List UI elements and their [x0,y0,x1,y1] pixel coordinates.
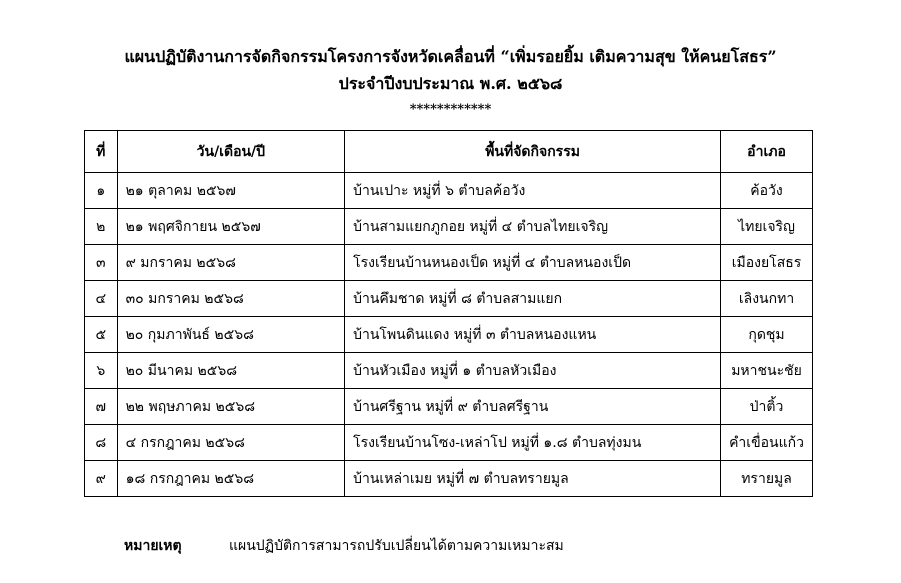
cell-district: ไทยเจริญ [721,209,813,245]
cell-area: บ้านเหล่าเมย หมู่ที่ ๗ ตำบลทรายมูล [345,461,721,497]
cell-no: ๕ [85,317,118,353]
title-separator: ************ [409,102,492,117]
cell-no: ๙ [85,461,118,497]
cell-district: เมืองยโสธร [721,245,813,281]
cell-area: บ้านคึมชาด หมู่ที่ ๘ ตำบลสามแยก [345,281,721,317]
document-subtitle: ประจำปีงบประมาณ พ.ศ. ๒๕๖๘ [338,74,563,93]
cell-date: ๒๑ พฤศจิกายน ๒๕๖๗ [117,209,345,245]
cell-district: กุดชุม [721,317,813,353]
cell-date: ๒๒ พฤษภาคม ๒๕๖๘ [117,389,345,425]
footnote [124,535,564,557]
cell-date: ๔ กรกฎาคม ๒๕๖๘ [117,425,345,461]
cell-no: ๑ [85,173,118,209]
table-row [85,317,813,353]
cell-district: มหาชนะชัย [721,353,813,389]
cell-date: ๒๐ กุมภาพันธ์ ๒๕๖๘ [117,317,345,353]
cell-area: โรงเรียนบ้านโซง-เหล่าโป หมู่ที่ ๑.๘ ตำบลทุ่งมน [345,425,721,461]
table-row [85,209,813,245]
header-no: ที่ [85,131,118,173]
cell-district: ค้อวัง [721,173,813,209]
footnote-text: แผนปฏิบัติการสามารถปรับเปลี่ยนได้ตามความเหมาะสม [229,538,564,554]
cell-date: ๓๐ มกราคม ๒๕๖๘ [117,281,345,317]
header-date: วัน/เดือน/ปี [117,131,345,173]
table-row [85,389,813,425]
cell-date: ๒๑ ตุลาคม ๒๕๖๗ [117,173,345,209]
cell-date: ๑๘ กรกฎาคม ๒๕๖๘ [117,461,345,497]
table-row [85,281,813,317]
table-row [85,245,813,281]
cell-area: บ้านหัวเมือง หมู่ที่ ๑ ตำบลหัวเมือง [345,353,721,389]
footnote-label: หมายเหตุ [124,538,182,554]
table-row [85,425,813,461]
cell-no: ๘ [85,425,118,461]
document-title: แผนปฏิบัติงานการจัดกิจกรรมโครงการจังหวัดเคลื่อนที่ “เพิ่มรอยยิ้ม เติมความสุข ให้คนยโสธร” [124,47,777,66]
cell-area: บ้านสามแยกภูกอย หมู่ที่ ๔ ตำบลไทยเจริญ [345,209,721,245]
table-row [85,353,813,389]
cell-no: ๓ [85,245,118,281]
table-row [85,461,813,497]
cell-no: ๖ [85,353,118,389]
cell-district: เลิงนกทา [721,281,813,317]
cell-district: ทรายมูล [721,461,813,497]
cell-no: ๒ [85,209,118,245]
cell-area: โรงเรียนบ้านหนองเป็ด หมู่ที่ ๔ ตำบลหนองเป็ด [345,245,721,281]
cell-date: ๒๐ มีนาคม ๒๕๖๘ [117,353,345,389]
header-area: พื้นที่จัดกิจกรรม [345,131,721,173]
cell-no: ๗ [85,389,118,425]
activity-plan-table [84,130,813,497]
cell-district: ป่าติ้ว [721,389,813,425]
cell-area: บ้านศรีฐาน หมู่ที่ ๙ ตำบลศรีฐาน [345,389,721,425]
cell-district: คำเขื่อนแก้ว [721,425,813,461]
table-header-row [85,131,813,173]
table-row [85,173,813,209]
cell-no: ๔ [85,281,118,317]
cell-area: บ้านเปาะ หมู่ที่ ๖ ตำบลค้อวัง [345,173,721,209]
cell-date: ๙ มกราคม ๒๕๖๘ [117,245,345,281]
header-district: อำเภอ [721,131,813,173]
cell-area: บ้านโพนดินแดง หมู่ที่ ๓ ตำบลหนองแหน [345,317,721,353]
